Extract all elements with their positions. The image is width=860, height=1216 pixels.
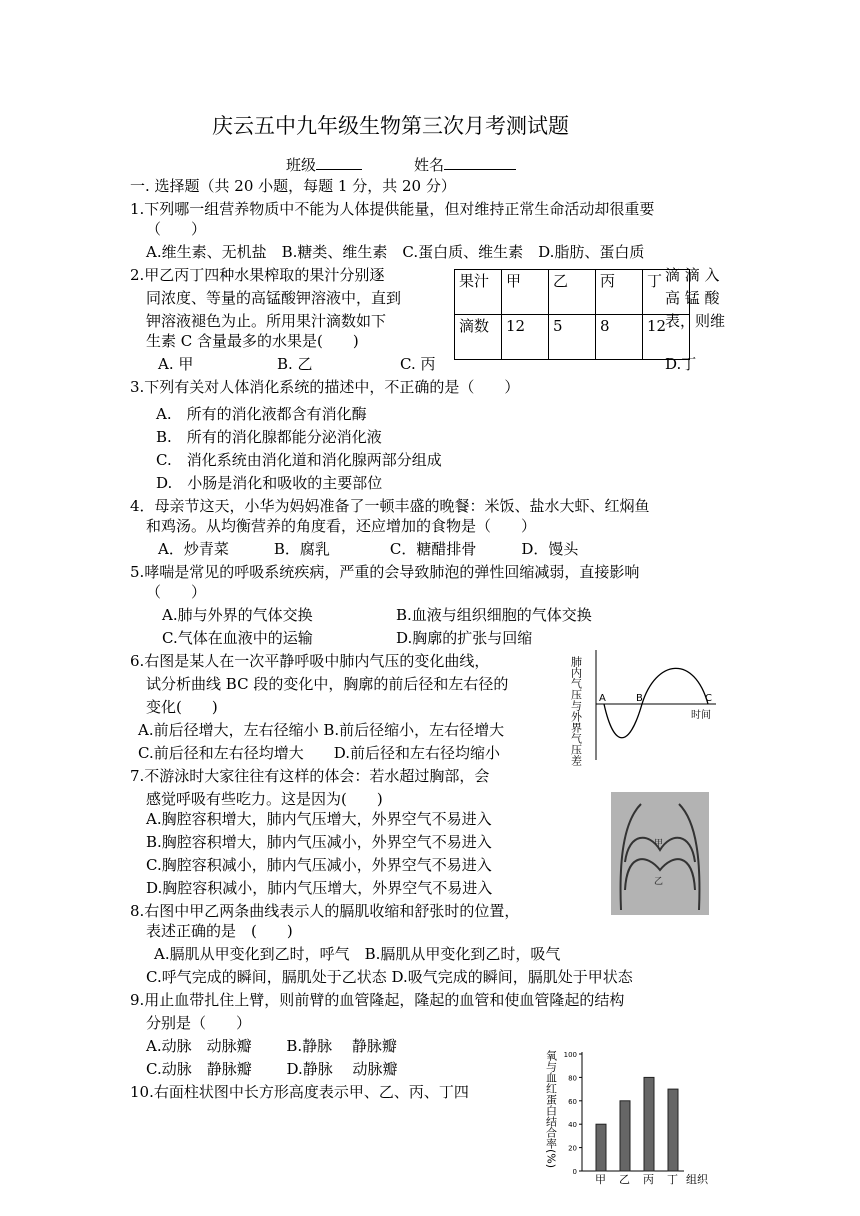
label-jia: 甲 xyxy=(654,839,664,849)
question-6-line: 6.右图是某人在一次平静呼吸中肺内气压的变化曲线， xyxy=(130,652,490,670)
label-yi: 乙 xyxy=(654,877,664,887)
diaphragm-photo xyxy=(611,792,709,915)
point-b-label: B xyxy=(636,693,643,704)
bar-丙 xyxy=(644,1077,654,1171)
question-9-options: C.动脉 静脉瓣 D.静脉 动脉瓣 xyxy=(146,1060,398,1078)
question-2-line: 生素 C 含量最多的水果是( ) xyxy=(146,332,359,350)
section-heading: 一. 选择题（共 20 小题，每题 1 分，共 20 分） xyxy=(130,177,456,195)
question-4-stem: 和鸡汤。从均衡营养的角度看，还应增加的食物是（ ） xyxy=(146,517,537,535)
time-label: 时间 xyxy=(691,710,711,721)
question-2-line: 钾溶液褪色为止。所用果汁滴数如下 xyxy=(146,312,387,330)
x-tick-label: 丙 xyxy=(643,1173,654,1186)
question-8-line: 表述正确的是 ( ) xyxy=(146,922,293,940)
question-1-stem: 1.下列哪一组营养物质中不能为人体提供能量，但对维持正常生命活动却很重要 xyxy=(130,200,655,218)
rib-right xyxy=(679,804,699,910)
name-field xyxy=(414,153,516,175)
table-cell: 乙 xyxy=(549,270,596,315)
question-5-option-d: D.胸廓的扩张与回缩 xyxy=(396,629,533,647)
question-10-line: 10.右面柱状图中长方形高度表示甲、乙、丙、丁四 xyxy=(130,1083,469,1101)
question-7-option: D.胸腔容积减小，肺内气压增大，外界空气不易进入 xyxy=(146,879,493,897)
question-1-paren: （ ） xyxy=(146,220,207,238)
x-tick-label: 丁 xyxy=(667,1173,678,1186)
table-cell: 丁 xyxy=(643,270,690,315)
question-7-option: B.胸腔容积增大，肺内气压减小，外界空气不易进入 xyxy=(146,833,492,851)
class-blank xyxy=(316,153,362,170)
question-8-options: C.呼气完成的瞬间，膈肌处于乙状态 D.吸气完成的瞬间，膈肌处于甲状态 xyxy=(146,968,633,986)
juice-drop-table xyxy=(454,269,690,360)
chart-y-ticks xyxy=(564,1051,582,1176)
point-c-label: C xyxy=(705,693,712,704)
question-2-right-text: 表，则维 xyxy=(665,312,726,330)
chart-x-ticks xyxy=(595,1173,678,1186)
diaphragm-figure xyxy=(611,792,709,915)
class-label: 班级 xyxy=(286,156,317,174)
table-row xyxy=(455,315,690,360)
question-3-option: A. 所有的消化液都含有消化酶 xyxy=(156,405,367,423)
point-a-label: A xyxy=(599,693,606,704)
page-title: 庆云五中九年级生物第三次月考测试题 xyxy=(212,114,569,138)
table-cell: 果汁 xyxy=(455,270,502,315)
question-6-line: 试分析曲线 BC 段的变化中，胸廓的前后径和左右径的 xyxy=(146,675,509,693)
table-cell: 滴数 xyxy=(455,315,502,360)
pressure-curve xyxy=(604,668,708,737)
chart-xlabel: 组织 xyxy=(686,1173,708,1186)
question-6-options: C.前后径和左右径均增大 D.前后径和左右径均缩小 xyxy=(138,744,500,762)
table-cell: 丙 xyxy=(596,270,643,315)
table-cell: 8 xyxy=(596,315,643,360)
y-tick-label: 40 xyxy=(568,1121,577,1130)
class-field xyxy=(286,153,362,175)
question-3-stem: 3.下列有关对人体消化系统的描述中，不正确的是（ ） xyxy=(130,378,520,396)
table-row xyxy=(455,270,690,315)
question-7-line: 7.不游泳时大家往往有这样的体会：若水超过胸部，会 xyxy=(130,767,490,785)
question-5-option-c: C.气体在血液中的运输 xyxy=(162,629,313,647)
question-5-paren: （ ） xyxy=(146,583,207,601)
question-2-right-text: 滴 滴 入 xyxy=(665,266,720,284)
question-3-option: C. 消化系统由消化道和消化腺两部分组成 xyxy=(156,451,442,469)
question-5-option-a: A.肺与外界的气体交换 xyxy=(162,606,313,624)
chart-bars xyxy=(596,1077,678,1171)
question-2-line: 同浓度、等量的高锰酸钾溶液中，直到 xyxy=(146,289,402,307)
table-cell: 12 xyxy=(502,315,549,360)
chart-ylabel: 氧与血红蛋白结合率(%) xyxy=(544,1050,558,1169)
question-2-option-b: B. 乙 xyxy=(277,355,313,373)
question-8-line: 8.右图中甲乙两条曲线表示人的膈肌收缩和舒张时的位置， xyxy=(130,902,520,920)
x-tick-label: 甲 xyxy=(595,1173,606,1186)
y-tick-label: 0 xyxy=(572,1168,577,1176)
question-1-options: A.维生素、无机盐 B.糖类、维生素 C.蛋白质、维生素 D.脂肪、蛋白质 xyxy=(146,243,645,261)
bar-丁 xyxy=(668,1089,678,1171)
question-3-option: D. 小肠是消化和吸收的主要部位 xyxy=(156,474,383,492)
pressure-curve-figure xyxy=(569,644,720,766)
table-cell: 12 xyxy=(643,315,690,360)
question-4-stem: 4．母亲节这天，小华为妈妈准备了一顿丰盛的晚餐：米饭、盐水大虾、红焖鱼 xyxy=(130,497,650,515)
table-cell: 甲 xyxy=(502,270,549,315)
bar-乙 xyxy=(620,1101,630,1171)
table-cell: 5 xyxy=(549,315,596,360)
question-7-option: A.胸腔容积增大，肺内气压增大，外界空气不易进入 xyxy=(146,810,492,828)
y-tick-label: 100 xyxy=(563,1051,577,1059)
name-blank xyxy=(444,153,516,170)
question-2-line: 2.甲乙丙丁四种水果榨取的果汁分别逐 xyxy=(130,266,385,284)
question-2-option-a: A. 甲 xyxy=(158,355,194,373)
question-2-option-c: C. 丙 xyxy=(400,355,436,373)
y-tick-label: 80 xyxy=(568,1074,577,1083)
question-4-options: A．炒青菜 B．腐乳 C．糖醋排骨 D．馒头 xyxy=(158,540,579,558)
rib-left xyxy=(621,804,641,910)
pressure-ylabel: 肺内气压与外界气压差 xyxy=(569,656,583,766)
question-6-line: 变化( ) xyxy=(146,698,218,716)
question-9-options: A.动脉 动脉瓣 B.静脉 静脉瓣 xyxy=(146,1037,397,1055)
question-9-line: 分别是（ ） xyxy=(146,1014,252,1032)
question-7-option: C.胸腔容积减小，肺内气压减小，外界空气不易进入 xyxy=(146,856,492,874)
question-5-stem: 5.哮喘是常见的呼吸系统疾病，严重的会导致肺泡的弹性回缩减弱，直接影响 xyxy=(130,563,640,581)
bar-甲 xyxy=(596,1124,606,1171)
x-tick-label: 乙 xyxy=(619,1173,630,1186)
y-tick-label: 60 xyxy=(568,1097,577,1106)
question-6-options: A.前后径增大，左右径缩小 B.前后径缩小，左右径增大 xyxy=(138,721,505,739)
question-7-line: 感觉呼吸有些吃力。这是因为( ) xyxy=(146,790,383,808)
oxygen-binding-bar-chart xyxy=(544,1044,718,1186)
y-tick-label: 20 xyxy=(568,1144,577,1153)
question-5-option-b: B.血液与组织细胞的气体交换 xyxy=(396,606,592,624)
question-3-option: B. 所有的消化腺都能分泌消化液 xyxy=(156,428,382,446)
name-label: 姓名 xyxy=(414,156,445,174)
question-9-line: 9.用止血带扎住上臂，则前臂的血管隆起，隆起的血管和使血管隆起的结构 xyxy=(130,991,625,1009)
question-2-option-d: D.丁 xyxy=(665,355,697,373)
question-2-right-text: 高 锰 酸 xyxy=(665,289,720,307)
question-8-options: A.膈肌从甲变化到乙时，呼气 B.膈肌从甲变化到乙时，吸气 xyxy=(154,945,561,963)
